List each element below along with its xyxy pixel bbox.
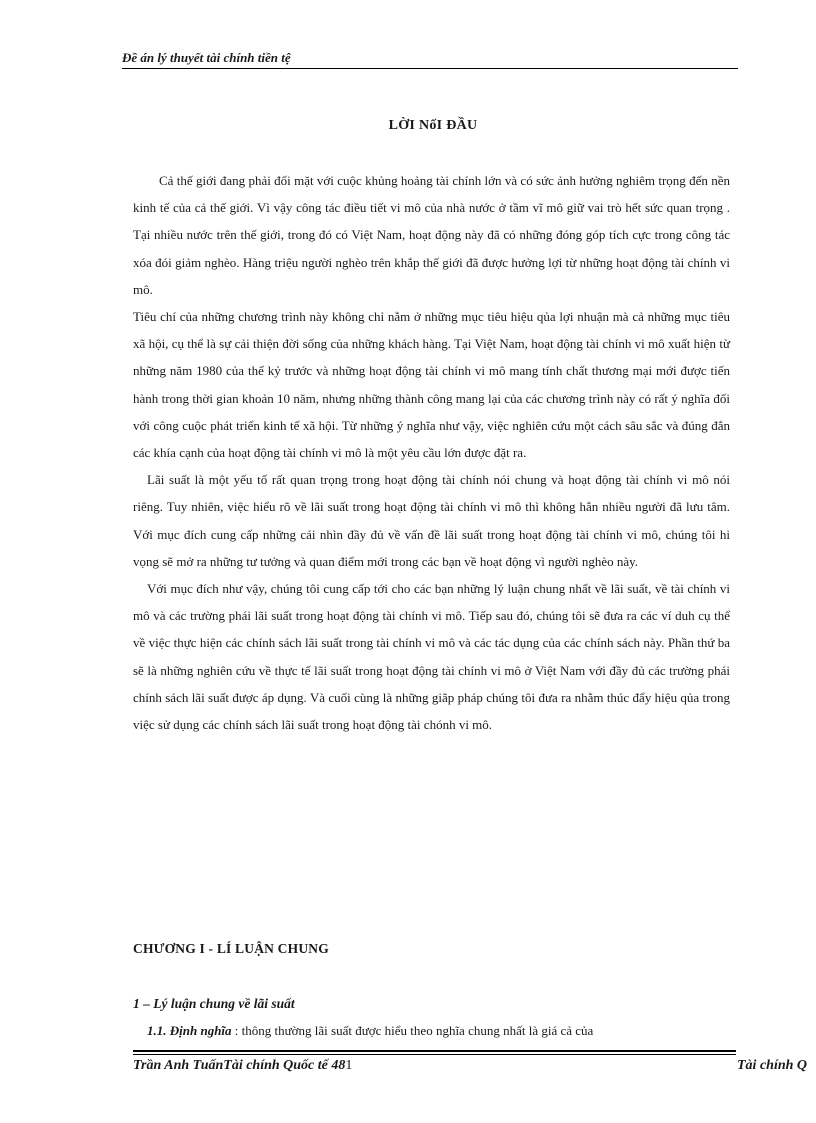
footer-right-text: Tài chính Q bbox=[737, 1058, 808, 1073]
definition-line bbox=[147, 1023, 737, 1039]
document-title: LỜI NốI ĐẦU bbox=[388, 118, 478, 133]
section-heading: 1 – Lý luận chung về lãi suất bbox=[133, 996, 295, 1011]
paragraph-interest: Lãi suất là một yếu tố rất quan trọng trong hoạt động tài chính nói chung và hoạt động tài chính vi mô nói riêng. Tuy nhiên, việc hiểu rõ về lãi suất trong hoạt động tài chính vi mô thì không hẳn nhiều người đã lưu tâm. Với mục đích cung cấp những cái nhìn đầy đủ về vấn đề lãi suất trong hoạt động tài chính vi mô, chúng tôi hi vọng sẽ mở ra những tư tưởng và quan điểm mới trong các bạn về hoạt động vì người nghèo này. bbox=[133, 472, 730, 569]
definition-text: : thông thường lãi suất được hiểu theo nghĩa chung nhất là giá cả của bbox=[231, 1023, 594, 1038]
definition-label: 1.1. Định nghĩa bbox=[147, 1023, 232, 1038]
footer-rule-thin bbox=[133, 1054, 736, 1055]
footer-rule-thick bbox=[133, 1050, 736, 1052]
paragraph-criteria: Tiêu chí của những chương trình này không chỉ nằm ở những mục tiêu hiệu qủa lợi nhuận mà cả những mục tiêu xã hội, cụ thể là sự cải thiện đời sống của những khách hàng. Tại Việt Nam, hoạt động tài chính vi mô xuất hiện từ những năm 1980 của thế kỷ trước và những hoạt động tài chính vi mô mang tính chất thương mại mới được tiến hành trong thời gian khoản 10 năm, nhưng những thành công mang lại của các chương trình này có rất ý nghĩa đối với công cuộc phát triển kinh tế xã hội. Từ những ý nghĩa như vậy, việc nghiên cứu một cách sâu sắc và đúng đắn các khía cạnh của hoạt động tài chính vi mô là một yêu cầu lớn được đặt ra. bbox=[133, 309, 730, 461]
page-header bbox=[122, 49, 738, 69]
body-text bbox=[133, 167, 730, 738]
paragraph-intro: Cả thế giới đang phải đối mặt với cuộc khủng hoảng tài chính lớn và có sức ảnh hưởng nghiêm trọng đến nền kinh tế của cả thế giới. Vì vậy công tác điều tiết vi mô của nhà nước ở tầm vĩ mô giữ vai trò hết sức quan trọng . Tại nhiều nước trên thế giới, trong đó có Việt Nam, hoạt động này đã có những đóng góp tích cực trong công tác xóa đói giảm nghèo. Hàng triệu người nghèo trên khắp thế giới đã được hưởng lợi từ những hoạt động tài chính vi mô. bbox=[133, 173, 730, 297]
footer-author: Trần Anh TuấnTài chính Quốc tế 48 bbox=[133, 1058, 346, 1073]
paragraph-purpose: Với mục đích như vậy, chúng tôi cung cấp tới cho các bạn những lý luận chung nhất về lãi suất, về tài chính vi mô và các trường phái lãi suất trong hoạt động tài chính vi mô. Tiếp sau đó, chúng tôi sẽ đưa ra các ví duh cụ thể về việc thực hiện các chính sách lãi suất trong tài chính vi mô và các tác dụng của các chính sách này. Phần thứ ba sẽ là những nghiên cứu về thực tế lãi suất trong hoạt động tài chính vi mô ở Việt Nam với đầy đủ các trường phái chính sách lãi suất được áp dụng. Và cuối cùng là những giãp pháp chúng tôi đưa ra nhằm thúc đẩy hiệu qủa trong việc sử dụng các chính sách lãi suất trong hoạt động tài chónh vi mô. bbox=[133, 581, 730, 733]
page-number: 1 bbox=[345, 1058, 353, 1073]
page-footer bbox=[133, 1058, 816, 1074]
chapter-heading: CHƯƠNG I - LÍ LUẬN CHUNG bbox=[133, 941, 329, 956]
header-title: Đề án lý thuyết tài chính tiền tệ bbox=[122, 50, 291, 65]
